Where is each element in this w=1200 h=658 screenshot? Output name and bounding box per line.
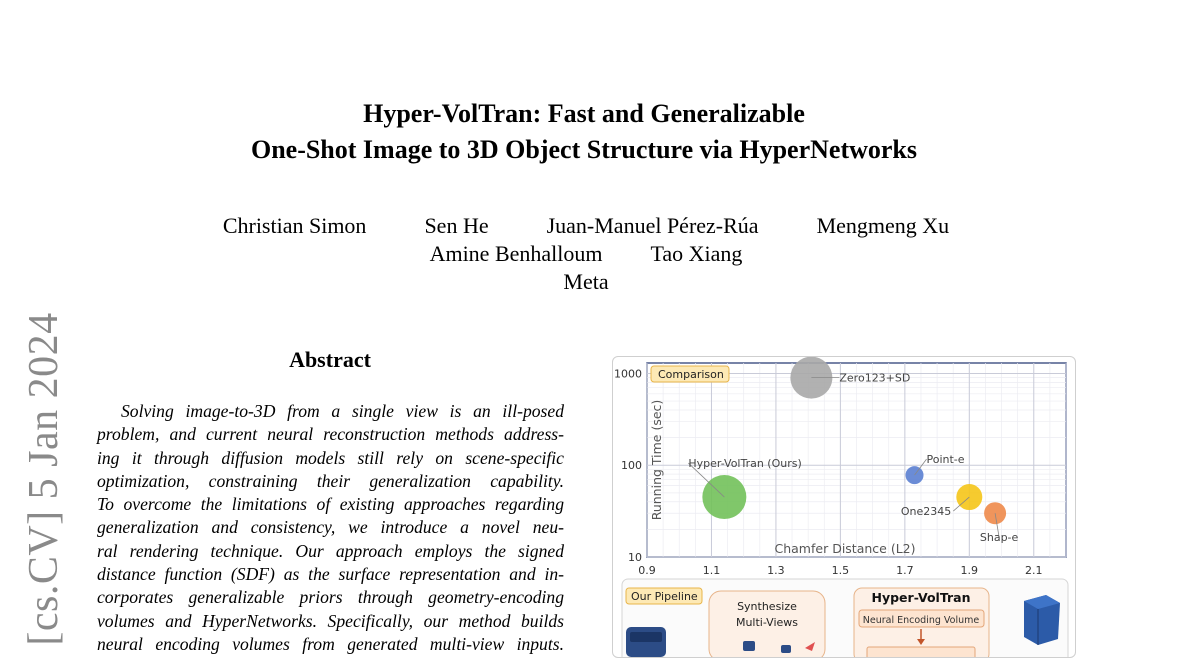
author-name: Mengmeng Xu — [816, 213, 950, 238]
abstract-line: generalization and consistency, we introduce a novel neu- — [97, 517, 564, 538]
x-tick-label: 2.1 — [1025, 564, 1043, 577]
comparison-badge: Comparison — [658, 368, 724, 381]
abstract-line: optimization, constraining their generalization capability. — [97, 470, 564, 491]
x-tick-label: 1.5 — [831, 564, 850, 577]
abstract-line: ral rendering technique. Our approach employs the signed — [97, 540, 564, 561]
abstract-body — [97, 400, 564, 656]
x-tick-label: 0.9 — [638, 564, 656, 577]
data-label: Shap-e — [979, 531, 1019, 545]
x-tick-label: 1.1 — [702, 564, 721, 577]
abstract-heading: Abstract — [289, 347, 371, 372]
data-label: Zero123+SD — [839, 371, 911, 385]
author-name: Tao Xiang — [650, 241, 743, 266]
y-axis-title: Running Time (sec) — [649, 399, 664, 521]
hypervoltran-title: Hyper-VolTran — [871, 590, 971, 605]
neural-volume-label: Neural Encoding Volume — [862, 615, 980, 626]
author-name: Juan-Manuel Pérez-Rúa — [546, 213, 759, 238]
pipeline-badge: Our Pipeline — [631, 590, 698, 603]
author-row-2 — [0, 240, 1172, 268]
input-object-icon — [626, 627, 666, 657]
author-name: Christian Simon — [222, 213, 367, 238]
abstract-line: corporates generalizable priors through geometry-encoding — [97, 587, 564, 608]
abstract-line: distance function (SDF) as the surface representation and in- — [97, 564, 564, 585]
abstract-line: neural encoding volumes from generated multi-view inputs. — [97, 633, 564, 654]
data-label: One2345 — [900, 505, 952, 519]
author-block — [0, 212, 1172, 296]
paper-title — [0, 96, 1168, 168]
abstract-line: problem, and current neural reconstruction methods address- — [97, 424, 564, 445]
data-point — [984, 502, 1006, 524]
abstract-line: volumes and HyperNetworks. Specifically, our method builds — [97, 610, 564, 631]
data-point — [702, 475, 746, 519]
affiliation: Meta — [563, 269, 609, 294]
author-row-1 — [0, 212, 1172, 240]
synthesize-label-1: Synthesize — [737, 600, 797, 613]
y-tick-label: 1000 — [614, 367, 642, 381]
abstract-line: ing it through diffusion models still rely on scene-specific — [97, 447, 564, 468]
encoder-box — [867, 647, 975, 657]
title-line-2: One-Shot Image to 3D Object Structure via HyperNetworks — [250, 135, 918, 164]
y-tick-label: 10 — [628, 551, 642, 564]
teaser-figure — [612, 356, 1076, 658]
synthesize-label-2: Multi-Views — [735, 616, 799, 629]
data-point — [906, 466, 924, 484]
y-tick-label: 100 — [621, 459, 642, 473]
author-name: Amine Benhalloum — [429, 241, 603, 266]
data-label: Hyper-VolTran (Ours) — [688, 457, 802, 471]
author-name: Sen He — [424, 213, 489, 238]
figure-canvas — [613, 357, 1075, 657]
output-object-icon — [1024, 595, 1060, 645]
arxiv-stamp — [14, 312, 74, 646]
x-axis-title: Chamfer Distance (L2) — [774, 541, 916, 556]
x-tick-label: 1.7 — [896, 564, 914, 577]
data-label: Point-e — [926, 453, 965, 467]
arxiv-stamp-text: [cs.CV] 5 Jan 2024 — [21, 312, 67, 646]
x-tick-label: 1.9 — [960, 564, 979, 577]
x-tick-label: 1.3 — [767, 564, 785, 577]
abstract-line: Solving image-to-3D from a single view is an ill-posed — [121, 401, 564, 421]
abstract-line: To overcome the limitations of existing approaches regarding — [97, 494, 564, 515]
title-line-1: Hyper-VolTran: Fast and Generalizable — [363, 99, 805, 128]
